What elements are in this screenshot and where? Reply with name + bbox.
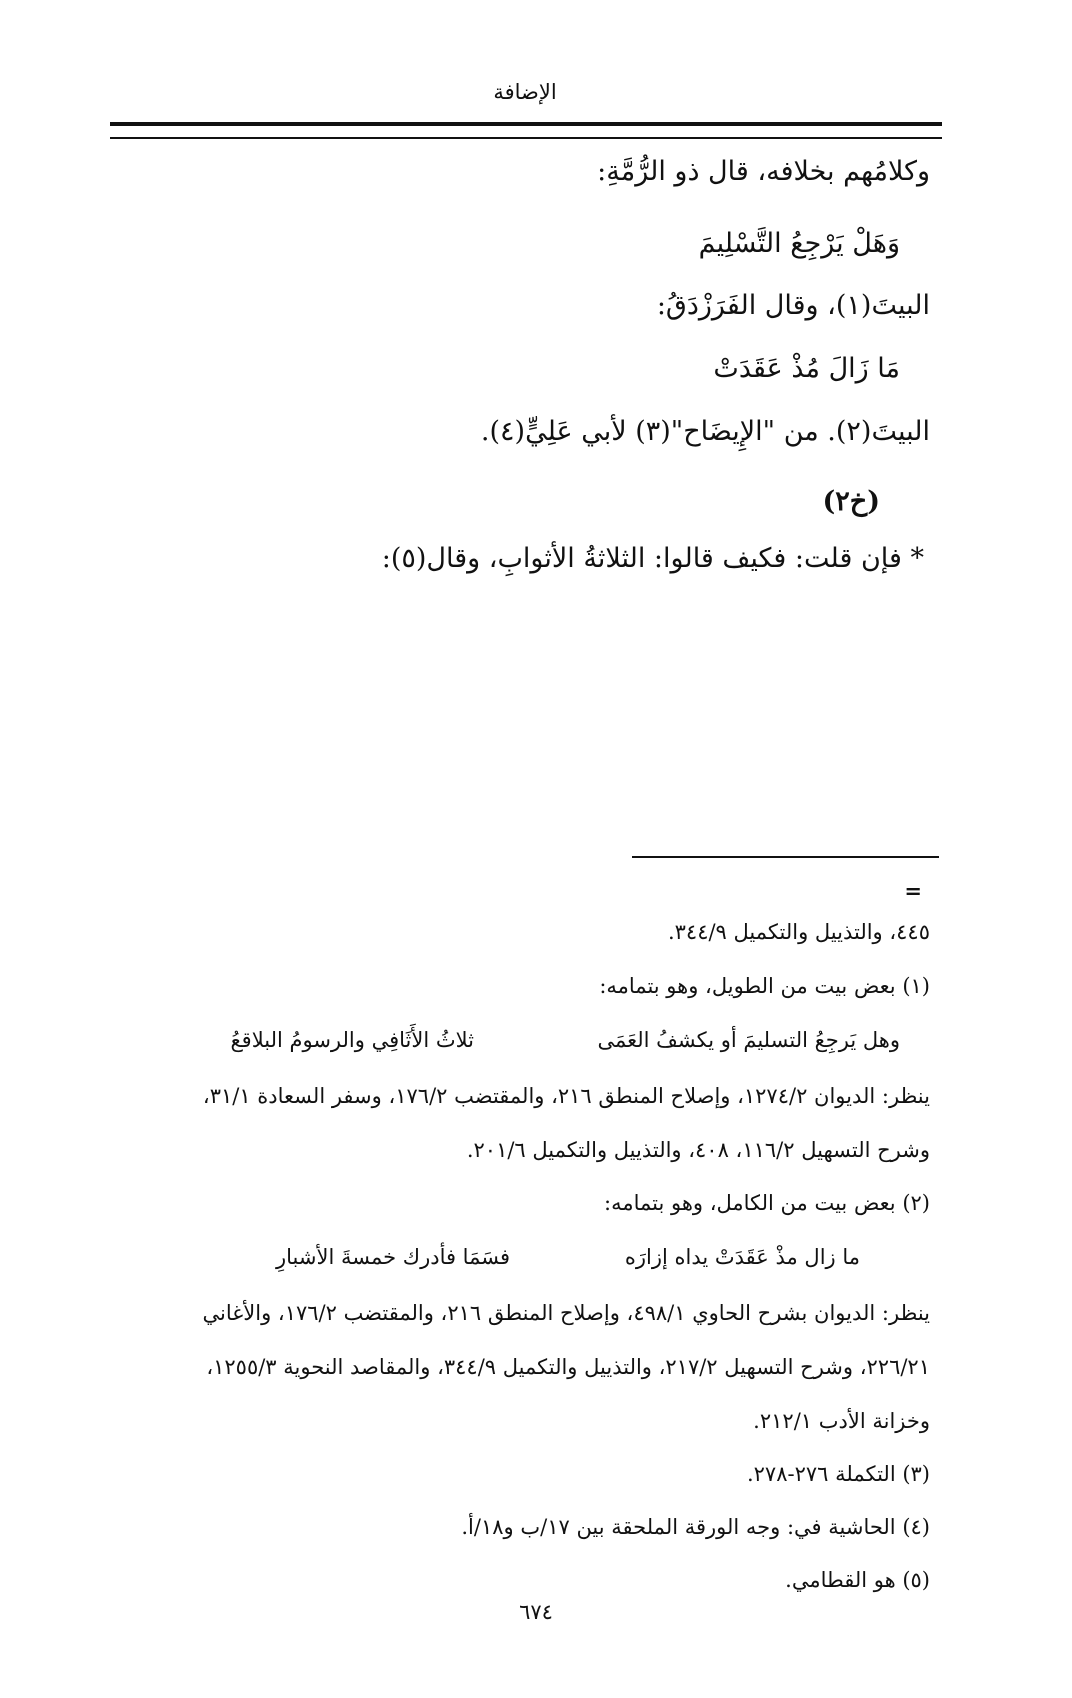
continuation-mark: = [904,878,922,903]
header-rule-thin [110,137,942,139]
footnote-2-intro: (٢) بعض بيت من الكامل، وهو بتمامه: [604,1191,930,1215]
footnote-1-verse-b: ثلاثُ الأَثَافِي والرسومُ البلاقعُ [230,1028,474,1052]
verse-2: مَا زَالَ مُذْ عَقَدَتْ [713,353,900,384]
verse-1: وَهَلْ يَرْجِعُ التَّسْلِيمَ [698,228,900,259]
footnote-separator [632,856,939,858]
page-number: ٦٧٤ [519,1600,553,1624]
footnote-1-ref-2: وشرح التسهيل ١١٦/٢، ٤٠٨، والتذييل والتكميل ٢٠١/٦. [466,1138,930,1162]
footnote-2-ref-1: ينظر: الديوان بشرح الحاوي ٤٩٨/١، وإصلاح المنطق ٢١٦، والمقتضب ١٧٦/٢، والأغاني [202,1301,930,1325]
main-line-4: * فإن قلت: فكيف قالوا: الثلاثةُ الأثوابِ، وقال(٥): [381,543,924,574]
footnote-1-intro: (١) بعض بيت من الطويل، وهو بتمامه: [599,974,930,998]
running-header: الإضافة [493,80,557,104]
footnote-1-ref-1: ينظر: الديوان ١٢٧٤/٢، وإصلاح المنطق ٢١٦، والمقتضب ١٧٦/٢، وسفر السعادة ٣١/١، [202,1084,930,1108]
footnote-4: (٤) الحاشية في: وجه الورقة الملحقة بين ١٧/ب و١٨/أ. [461,1515,930,1539]
footnote-2-ref-3: وخزانة الأدب ٢١٢/١. [753,1409,930,1433]
footnote-continuation: ٤٤٥، والتذييل والتكميل ٣٤٤/٩. [667,920,930,944]
main-line-3: البيتَ(٢). من "الإِيضَاح"(٣) لأبي عَلِيٍّ(٤). [480,416,930,447]
footnote-3: (٣) التكملة ٢٧٦-٢٧٨. [746,1462,930,1486]
footnote-1-verse-a: وهل يَرجِعُ التسليمَ أو يكشفُ العَمَى [597,1028,900,1052]
footnote-5: (٥) هو القطامي. [785,1568,930,1592]
footnote-2-verse-b: فسَمَا فأدرك خمسةَ الأشبارِ [276,1245,510,1269]
footnote-2-ref-2: ٢٢٦/٢١، وشرح التسهيل ٢١٧/٢، والتذييل والتكميل ٣٤٤/٩، والمقاصد النحوية ١٢٥٥/٣، [206,1355,930,1379]
header-rule-thick [110,122,942,126]
main-line-1: وكلامُهم بخلافه، قال ذو الرُّمَّةِ: [597,156,930,187]
footnote-2-verse-a: ما زال مذْ عَقَدَتْ يداه إزارَه [624,1245,860,1269]
main-line-2: البيتَ(١)، وقال الفَرَزْدَقُ: [656,290,930,321]
manuscript-marker: (خ٢) [822,486,880,517]
